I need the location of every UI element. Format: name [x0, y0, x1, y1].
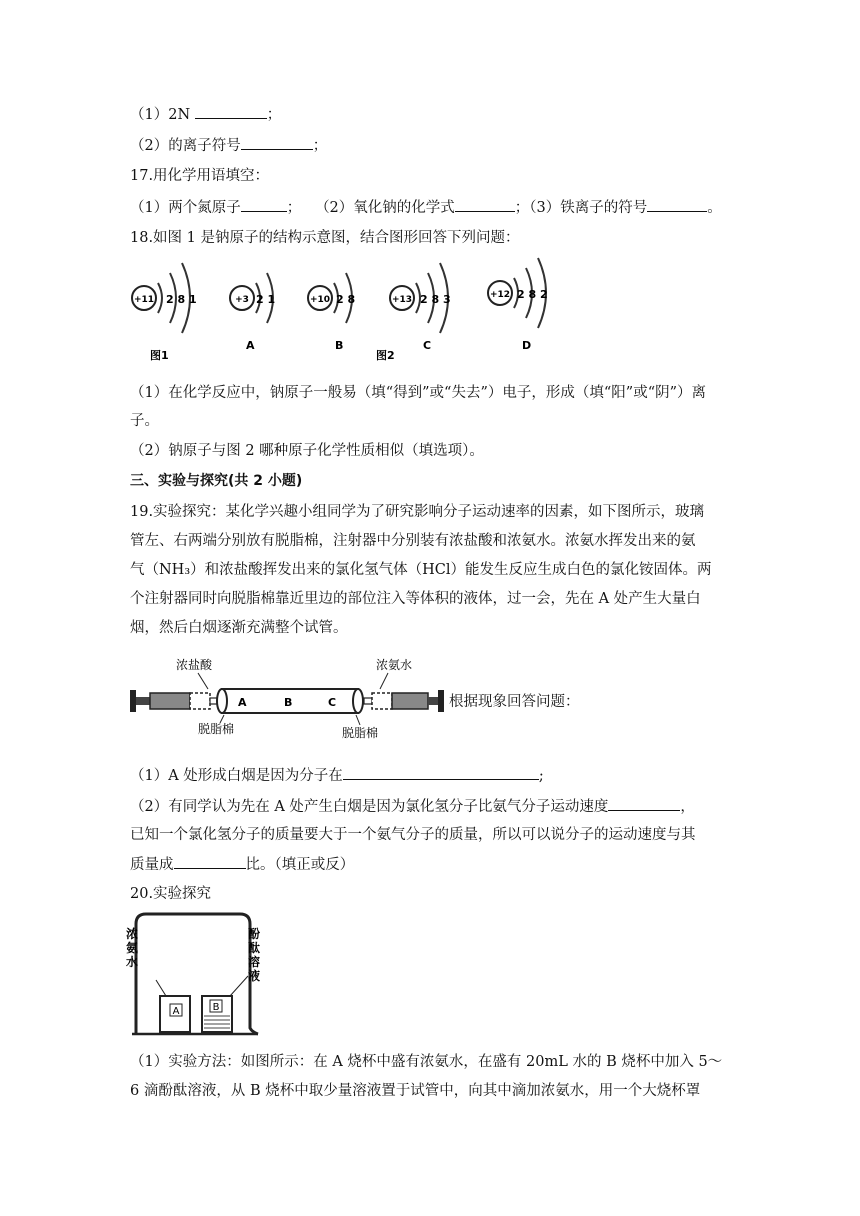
shell-electrons: 2 8 2: [517, 288, 548, 301]
glass-tube-apparatus-figure: [128, 653, 448, 743]
answer-blank[interactable]: [343, 765, 539, 780]
atom-diagram-sodium: [132, 263, 197, 362]
glass-tube: [217, 689, 363, 713]
option-label-d: D: [522, 339, 532, 352]
figure-2-label: 图2: [376, 349, 395, 362]
position-b-label: B: [284, 696, 293, 709]
option-label-c: C: [423, 339, 432, 352]
q18-part1-line2: 子。: [130, 413, 159, 429]
q19-line5: 烟，然后白烟逐渐充满整个试管。: [130, 620, 348, 636]
beaker-b-label: B: [212, 1002, 220, 1013]
nucleus-label: +10: [309, 295, 331, 305]
beaker-a-label: A: [172, 1006, 180, 1017]
atom-diagram-b: [308, 273, 355, 352]
left-cotton-label: 脱脂棉: [198, 722, 235, 736]
q19-line4: 个注射器同时向脱脂棉靠近里边的部位注入等体积的液体，过一会，先在 A 处产生大量白: [130, 591, 701, 607]
phenolphthalein-vertical-label: 酚酞溶液: [247, 927, 260, 983]
answer-blank[interactable]: [647, 197, 707, 212]
beaker-experiment-figure: [125, 910, 262, 1040]
figure-1-label: 图1: [150, 349, 169, 362]
answer-blank[interactable]: [608, 796, 680, 811]
nucleus-label: +13: [391, 295, 413, 305]
answer-blank[interactable]: [241, 197, 287, 212]
q18-title: 18.如图 1 是钠原子的结构示意图，结合图形回答下列问题：: [130, 230, 520, 246]
answer-blank[interactable]: [455, 197, 515, 212]
answer-blank[interactable]: [241, 135, 313, 150]
q16-part1: （1）2N ；: [130, 104, 281, 125]
q19-part1: （1）A 处形成白烟是因为分子在 ;: [130, 765, 544, 786]
nucleus-label: +3: [235, 295, 249, 305]
ammonia-vertical-label: 浓氨水: [125, 927, 138, 969]
q18-part2: （2）钠原子与图 2 哪种原子化学性质相似（填选项）。: [130, 443, 484, 459]
section-heading: 三、实验与探究(共 2 小题): [130, 473, 303, 489]
option-label-b: B: [335, 339, 344, 352]
atom-diagram-c: [376, 263, 451, 362]
q19-part2-line1: （2）有同学认为先在 A 处产生白烟是因为氯化氢分子比氨气分子运动速度 ，: [130, 796, 695, 817]
shell-electrons: 2 1: [256, 293, 276, 306]
q19-line3: 气（NH₃）和浓盐酸挥发出来的氯化氢气体（HCl）能发生反应生成白色的氯化铵固体。两: [130, 562, 712, 578]
q18-part1-line1: （1）在化学反应中，钠原子一般易（填“得到”或“失去”）电子，形成（填“阳”或“阴”）离: [130, 385, 707, 401]
q16-part2: （2）的离子符号 ；: [130, 135, 327, 156]
atom-diagram-a: [230, 273, 275, 352]
q19-after-figure: 根据现象回答问题：: [449, 694, 580, 710]
nucleus-label: +11: [133, 295, 155, 305]
q19-part2-line2: 已知一个氯化氢分子的质量要大于一个氨气分子的质量，所以可以说分子的运动速度与其: [130, 827, 696, 843]
beaker-a: [160, 996, 190, 1032]
q19-part2-line3: 质量成 比。（填正或反）: [130, 854, 354, 875]
q20-title: 20.实验探究: [130, 886, 212, 902]
option-label-a: A: [246, 339, 255, 352]
shell-electrons: 2 8 1: [166, 293, 197, 306]
left-syringe: [130, 690, 218, 712]
ammonia-label: 浓氨水: [376, 658, 413, 672]
q20-part1-line2: 6 滴酚酞溶液，从 B 烧杯中取少量溶液置于试管中，向其中滴加浓氨水，用一个大烧杯罩: [130, 1083, 701, 1099]
answer-blank[interactable]: [174, 854, 246, 869]
beaker-b: [202, 996, 232, 1032]
q17-title: 17.用化学用语填空：: [130, 168, 270, 184]
shell-electrons: 2 8: [336, 293, 356, 306]
right-cotton-label: 脱脂棉: [342, 726, 379, 740]
atom-diagram-d: [488, 258, 548, 352]
atom-structure-figure: [130, 255, 570, 360]
answer-blank[interactable]: [195, 104, 267, 119]
q19-line1: 19.实验探究：某化学兴趣小组同学为了研究影响分子运动速率的因素，如下图所示，玻璃: [130, 504, 705, 520]
nucleus-label: +12: [489, 290, 511, 300]
right-syringe: [364, 690, 444, 712]
position-c-label: C: [328, 696, 337, 709]
q17-parts: （1）两个氮原子 ； （2）氧化钠的化学式 ；（3）铁离子的符号 。: [130, 197, 722, 218]
shell-electrons: 2 8 3: [420, 293, 451, 306]
position-a-label: A: [238, 696, 247, 709]
q19-line2: 管左、右两端分别放有脱脂棉，注射器中分别装有浓盐酸和浓氨水。浓氨水挥发出来的氨: [130, 533, 696, 549]
hcl-label: 浓盐酸: [176, 658, 213, 672]
q20-part1-line1: （1）实验方法：如图所示：在 A 烧杯中盛有浓氨水，在盛有 20mL 水的 B 烧杯中加入 5～: [130, 1054, 723, 1070]
